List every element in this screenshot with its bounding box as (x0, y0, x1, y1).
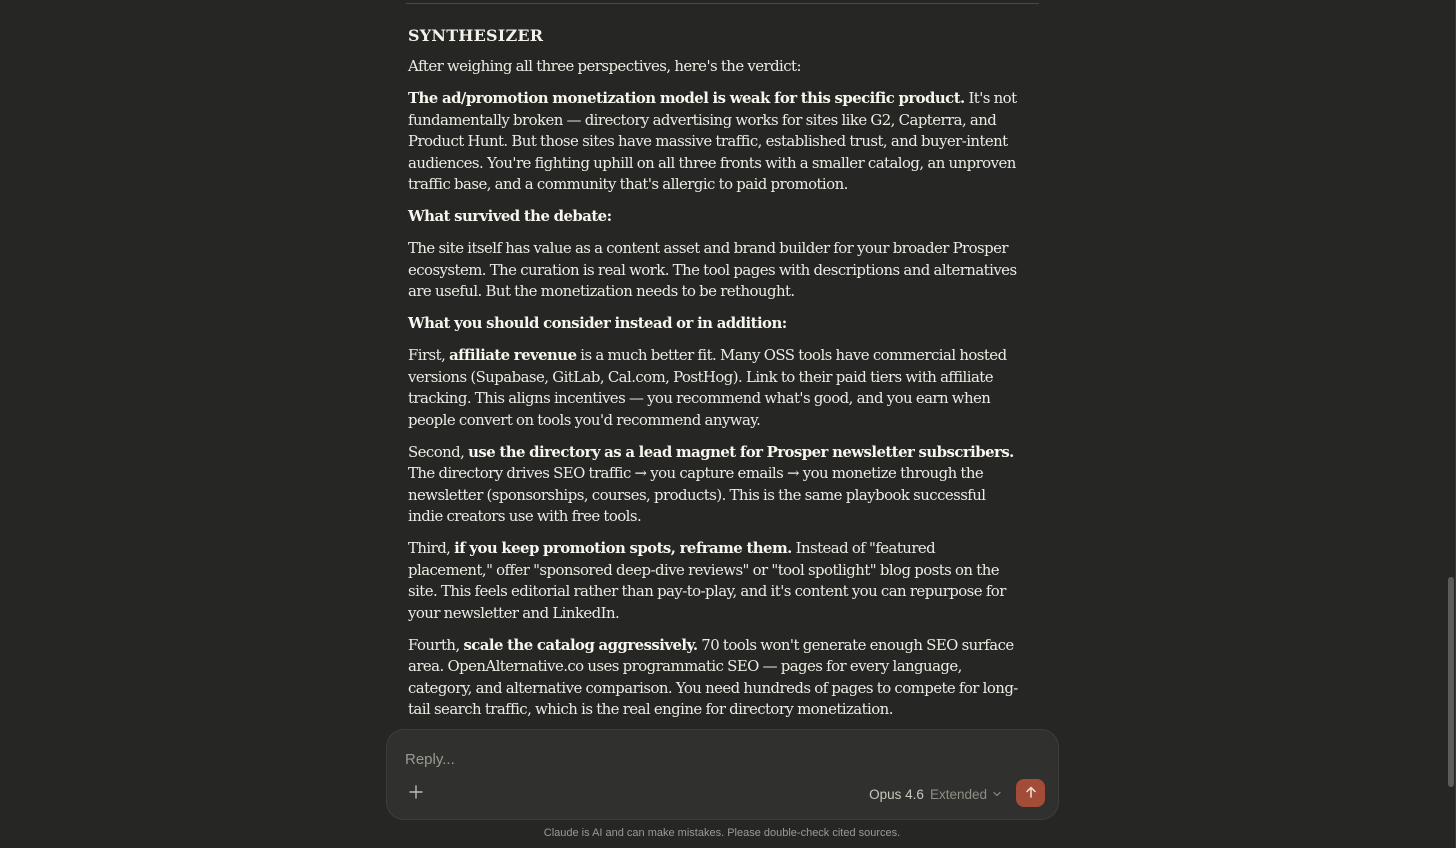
first-paragraph (408, 345, 1020, 431)
add-attachment-button[interactable] (405, 783, 427, 805)
send-button[interactable] (1016, 779, 1045, 807)
model-mode: Extended (929, 786, 987, 802)
fourth-paragraph (408, 635, 1020, 721)
third-text: Instead of "featured placement," offer "sponsored deep-dive reviews" or "tool spotlight" blog posts on the site. This feels editorial rather than pay-to-play, and it's content you can repurpose for your newsletter and LinkedIn. (408, 539, 1006, 622)
assistant-message (408, 22, 1020, 730)
second-bold: use the directory as a lead magnet for Prosper newsletter subscribers. (468, 442, 1014, 461)
verdict-bold: The ad/promotion monetization model is weak for this specific product. (408, 89, 965, 107)
intro-paragraph: After weighing all three perspectives, here's the verdict: (408, 57, 801, 75)
survived-paragraph: The site itself has value as a content asset and brand builder for your broader Prosper ecosystem. The curation is real work. The tool pages with descriptions and alternatives are useful. But the monetization needs to be rethought. (408, 239, 1017, 300)
third-prefix: Third, (408, 539, 455, 557)
third-bold: if you keep promotion spots, reframe them. (454, 539, 792, 557)
first-text: is a much better fit. Many OSS tools have commercial hosted versions (Supabase, GitLab, Cal.com, PostHog). Link to their paid tiers with affiliate tracking. This aligns incentives — you recommend what's good, and you earn when people convert on tools you'd recommend anyway. (408, 346, 1007, 429)
consider-heading (408, 313, 1020, 335)
verdict-paragraph (408, 88, 1020, 196)
model-selector[interactable] (869, 784, 1002, 804)
arrow-up-icon (1024, 784, 1038, 803)
plus-icon (408, 784, 424, 804)
scrollbar-thumb[interactable] (1448, 577, 1454, 787)
fourth-text: 70 tools won't generate enough SEO surface area. OpenAlternative.co uses programmatic SEO — pages for every language, category, and alternative comparison. You need hundreds of pages to compete for long-tail search traffic, which is the real engine for directory monetization. (408, 635, 1018, 718)
scrollbar-track[interactable] (1442, 0, 1456, 848)
third-paragraph (408, 538, 1020, 624)
message-divider (406, 3, 1039, 4)
fourth-bold: scale the catalog aggressively. (463, 635, 698, 654)
verdict-text: It's not fundamentally broken — directory advertising works for sites like G2, Capterra, and Product Hunt. But those sites have massive traffic, established trust, and buyer-intent audiences. You're fighting uphill on all three fronts with a smaller catalog, an unproven traffic base, and a community that's allergic to paid promotion. (408, 89, 1017, 193)
consider-heading-text: What you should consider instead or in addition: (408, 314, 787, 332)
first-prefix: First, (408, 346, 450, 364)
fourth-prefix: Fourth, (408, 635, 464, 654)
disclaimer-text: Claude is AI and can make mistakes. Please double-check cited sources. (543, 827, 901, 839)
second-prefix: Second, (408, 442, 469, 461)
first-bold: affiliate revenue (449, 346, 577, 364)
reply-input[interactable] (405, 748, 1025, 770)
model-name: Opus 4.6 (869, 786, 924, 802)
survived-heading (408, 206, 1020, 228)
section-heading: SYNTHESIZER (408, 26, 544, 45)
reply-composer (386, 729, 1059, 820)
survived-heading-text: What survived the debate: (408, 207, 612, 225)
second-paragraph (408, 442, 1020, 528)
chevron-down-icon (992, 789, 1002, 799)
second-text: The directory drives SEO traffic → you capture emails → you monetize through the newsletter (sponsorships, courses, products). This is the same playbook successful indie creators use with free tools. (408, 464, 986, 525)
